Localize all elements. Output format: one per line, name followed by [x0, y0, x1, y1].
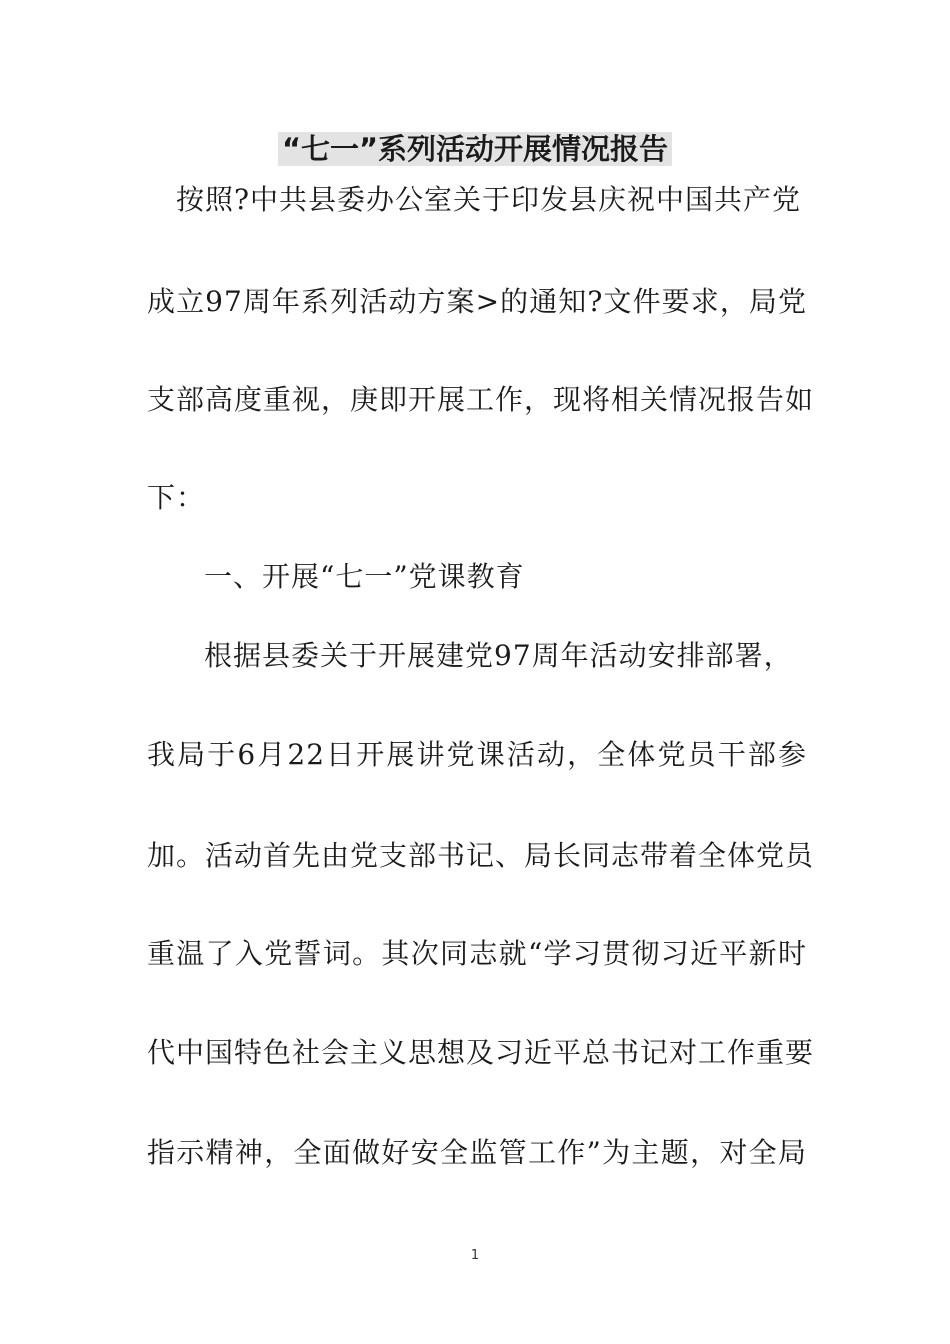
paragraph-line: 下：	[147, 481, 206, 514]
paragraph-line: 按照?中共县委办公室关于印发县庆祝中国共产党	[176, 183, 802, 216]
section-heading: 一、开展“七一”党课教育	[204, 560, 525, 593]
paragraph-line: 我局于6月22日开展讲党课活动，全体党员干部参	[147, 738, 807, 771]
page-number: 1	[470, 1248, 480, 1263]
paragraph-line: 支部高度重视，庚即开展工作，现将相关情况报告如	[147, 383, 815, 416]
paragraph-line: 代中国特色社会主义思想及习近平总书记对工作重要	[147, 1036, 815, 1069]
title-text: “七一”系列活动开展情况报告	[278, 132, 672, 166]
document-title	[0, 128, 950, 170]
paragraph-line: 重温了入党誓词。其次同志就“学习贯彻习近平新时	[147, 937, 807, 970]
paragraph-line: 指示精神，全面做好安全监管工作”为主题，对全局	[147, 1136, 807, 1169]
paragraph-line: 加。活动首先由党支部书记、局长同志带着全体党员	[147, 839, 815, 872]
paragraph-line: 根据县委关于开展建党97周年活动安排部署，	[204, 639, 793, 672]
paragraph-line: 成立97周年系列活动方案>的通知?文件要求，局党	[147, 285, 807, 318]
